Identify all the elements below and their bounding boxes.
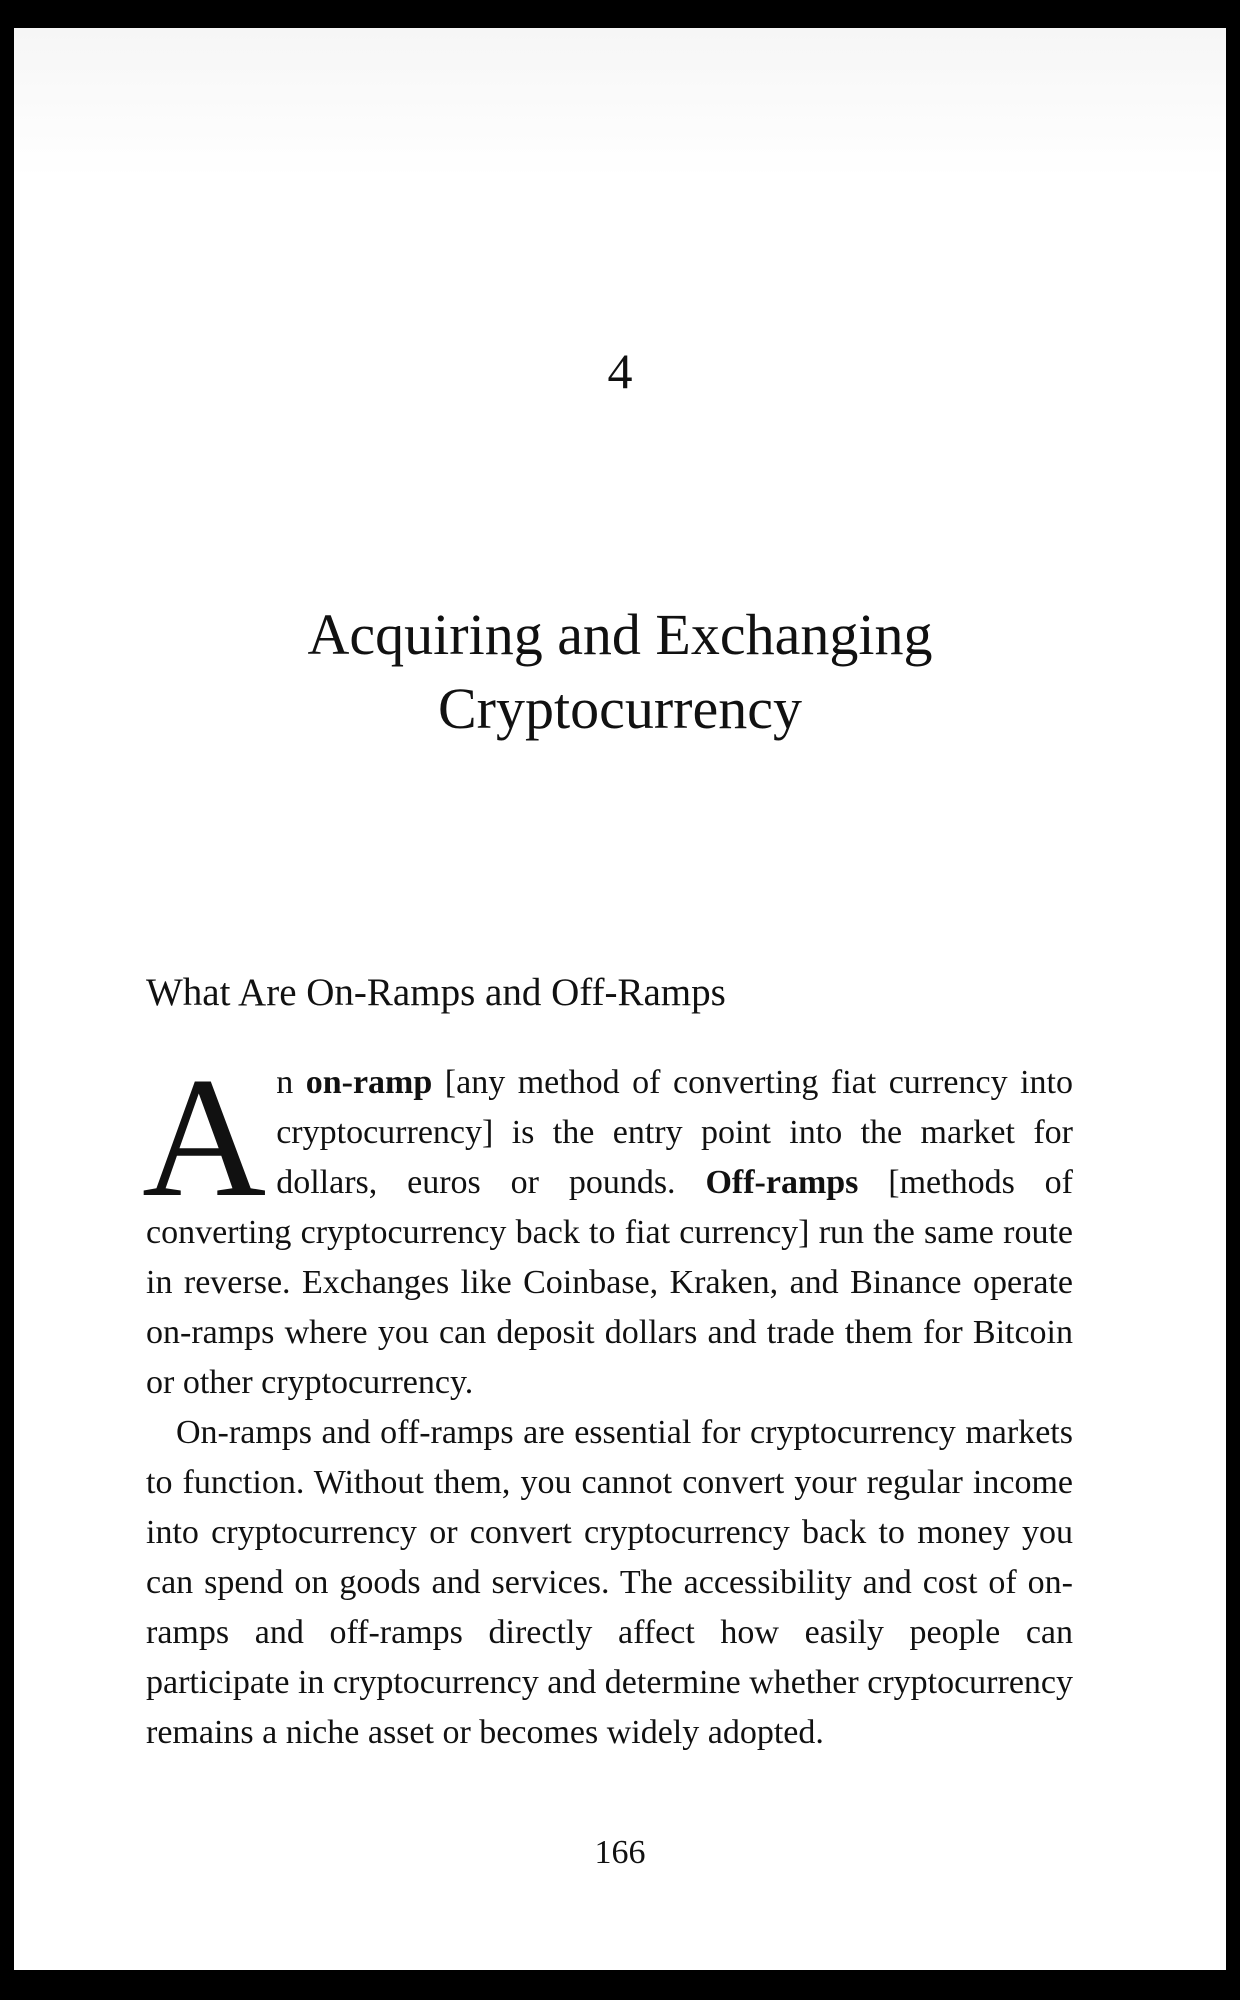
- paragraph-1: [142, 1043, 1073, 1408]
- paragraph-2: On-ramps and off-ramps are essential for cryptocurrency markets to function. Without them, you cannot convert your regular income into cryptocurrency or convert cryptocurrency back to money you can spend on goods and services. The accessibility and cost of on-ramps and off-ramps directly affect how easily people can participate in cryptocurrency and determine whether cryptocurrency remains a niche asset or becomes widely adopted.: [146, 1414, 1073, 1751]
- chapter-title: [14, 598, 1226, 746]
- paragraph-1-text-c: [methods of converting cryptocurrency back to fiat currency] run the same route in reverse. Exchanges like Coinbase, Kraken, and Binance operate on-ramps where you can deposit dollars and trade them for Bitcoin or other cryptocurrency.: [146, 1164, 1073, 1401]
- term-off-ramps: Off-ramps: [705, 1164, 859, 1201]
- term-on-ramp: on-ramp: [305, 1064, 433, 1101]
- page-number: 166: [594, 1834, 646, 1871]
- section-heading: What Are On-Ramps and Off-Ramps: [146, 971, 726, 1014]
- book-page: [14, 28, 1226, 1970]
- drop-cap: A: [142, 1043, 267, 1233]
- paragraph-1-text-b: [any method of converting fiat currency into cryptocurrency] is the entry point into the market for dollars, euros or pounds.: [276, 1064, 1073, 1201]
- body-text: [142, 1043, 1073, 1758]
- chapter-number: 4: [607, 343, 633, 399]
- chapter-title-line-1: Acquiring and Exchanging: [307, 602, 933, 667]
- chapter-title-line-2: Cryptocurrency: [438, 676, 802, 741]
- paragraph-1-text-a: n: [276, 1064, 306, 1101]
